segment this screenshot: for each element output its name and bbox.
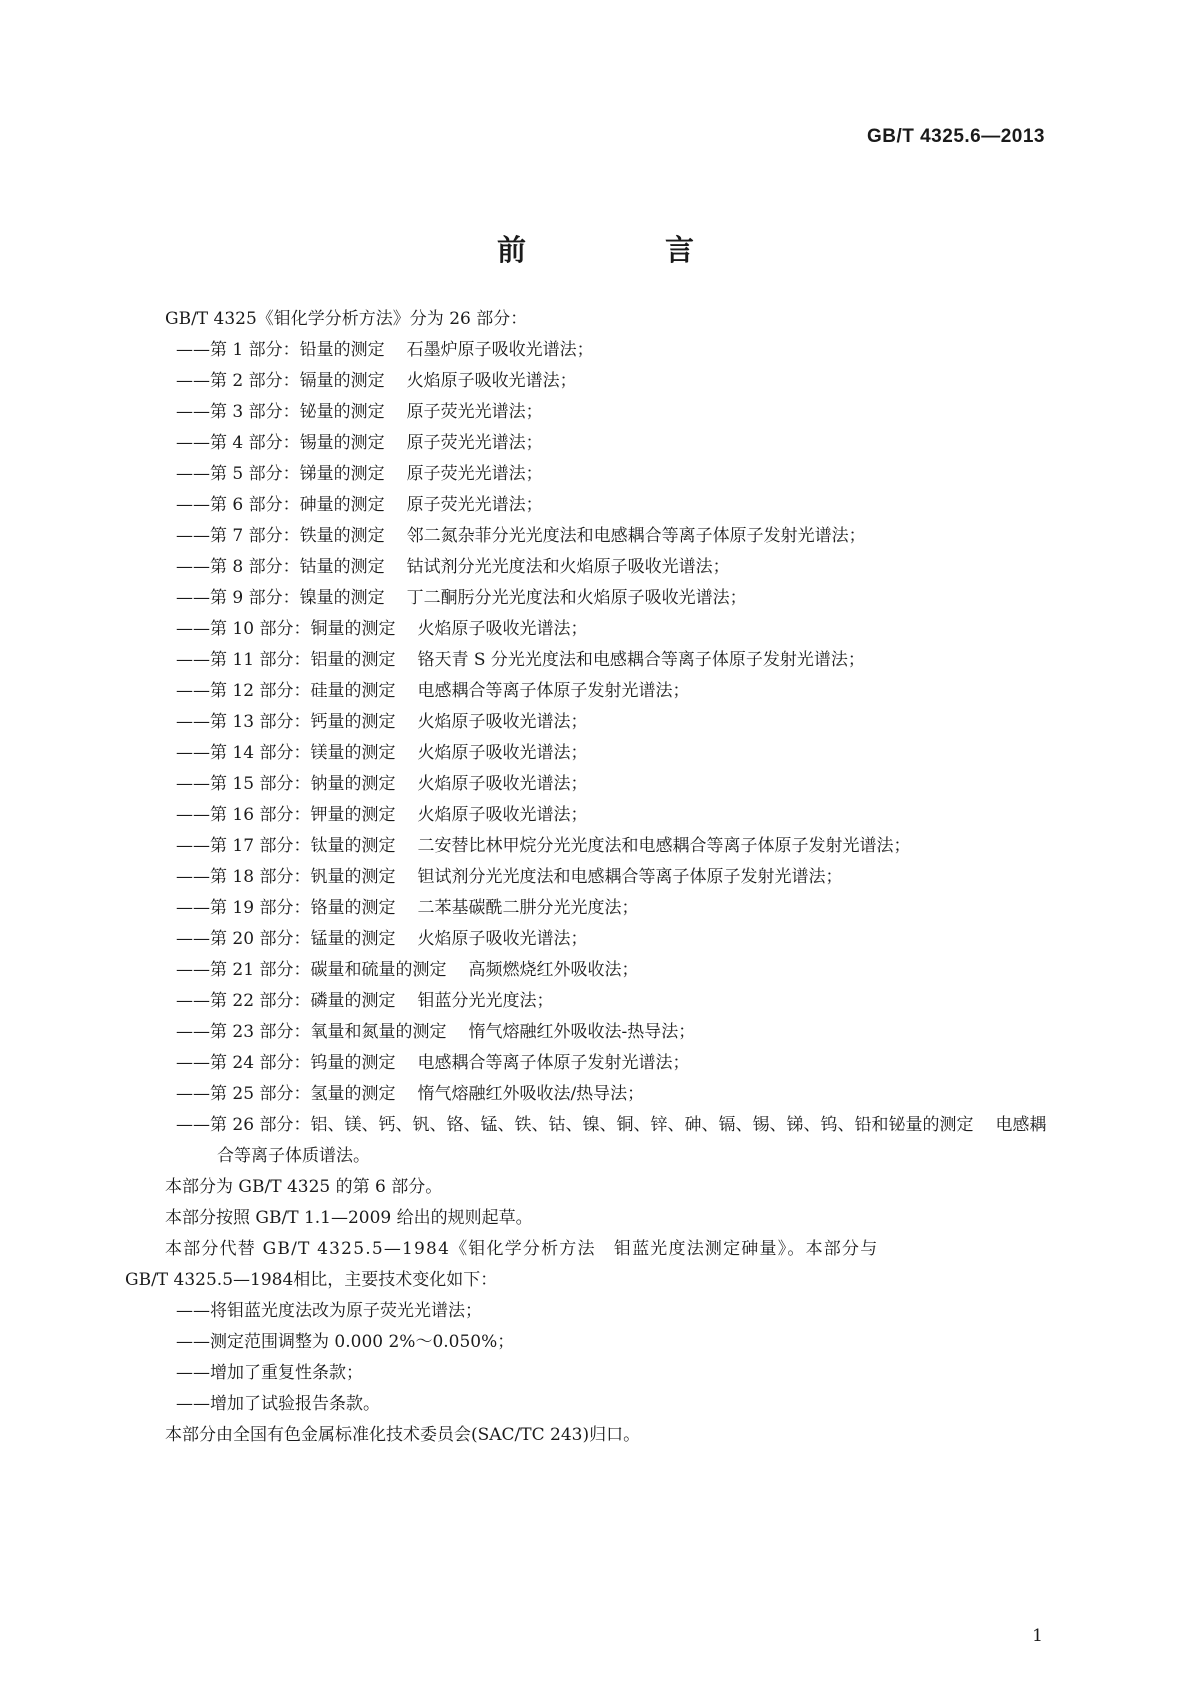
page-title: 前 言 [496,233,749,267]
part-of-statement: 本部分为 GB/T 4325 的第 6 部分。 [165,1177,443,1197]
part-method: 火焰原子吸收光谱法； [417,743,588,763]
part-method: 电感耦合等离子体原子发射光谱法； [417,1053,690,1073]
part-label: ——第 20 部分：锰量的测定 [176,929,396,949]
list-item-part [135,614,1060,645]
part-label: ——第 8 部分：钴量的测定 [176,557,385,577]
list-item-part [135,490,1060,521]
part-label: ——第 16 部分：钾量的测定 [176,805,396,825]
part-method: 火焰原子吸收光谱法； [417,929,588,949]
list-item-part [135,645,1060,676]
list-item-part [135,893,1060,924]
list-item-part [135,831,1060,862]
list-item-part [135,862,1060,893]
list-item-part [135,738,1060,769]
list-item-part [135,1017,1060,1048]
intro-paragraph: GB/T 4325《钼化学分析方法》分为 26 部分： [165,309,528,329]
part-method: 邻二氮杂菲分光光度法和电感耦合等离子体原子发射光谱法； [406,526,866,546]
list-item-part [135,769,1060,800]
part-method: 钴试剂分光光度法和火焰原子吸收光谱法； [406,557,730,577]
part-label: ——第 18 部分：钒量的测定 [176,867,396,887]
list-item-change: ——增加了重复性条款； [176,1363,363,1383]
part-label: ——第 11 部分：铝量的测定 [176,650,396,670]
changes-list [135,1296,1060,1420]
part-method: 火焰原子吸收光谱法； [417,619,588,639]
part-method: 惰气熔融红外吸收法/热导法； [417,1084,645,1104]
standard-number: GB/T 4325.6—2013 [866,126,1045,147]
list-item-part [135,1079,1060,1110]
part-label: ——第 7 部分：铁量的测定 [176,526,385,546]
list-item-part [135,521,1060,552]
list-item-change: ——测定范围调整为 0.000 2%～0.050%； [176,1332,515,1352]
part-label: ——第 12 部分：硅量的测定 [176,681,396,701]
part-method: 二安替比林甲烷分光光度法和电感耦合等离子体原子发射光谱法； [417,836,911,856]
list-item-part [135,800,1060,831]
drafting-statement: 本部分按照 GB/T 1.1—2009 给出的规则起草。 [165,1208,533,1228]
list-item-part [135,1048,1060,1079]
parts-list [135,335,1060,1110]
foreword-body [125,304,1060,1451]
part-method: 原子荧光光谱法； [406,433,543,453]
part-label: ——第 23 部分：氧量和氮量的测定 [176,1022,447,1042]
list-item-part [135,459,1060,490]
list-item-part [135,335,1060,366]
part-label: ——第 14 部分：镁量的测定 [176,743,396,763]
part-label: ——第 17 部分：钛量的测定 [176,836,396,856]
part-method: 原子荧光光谱法； [406,495,543,515]
part-label: ——第 26 部分：铝、镁、钙、钒、铬、锰、铁、钴、镍、铜、锌、砷、镉、锡、锑、钨、铅和铋量的测定 [176,1115,974,1135]
part-method: 火焰原子吸收光谱法； [417,774,588,794]
part-label: ——第 1 部分：铅量的测定 [176,340,385,360]
part-label: ——第 25 部分：氢量的测定 [176,1084,396,1104]
part-label: ——第 19 部分：铬量的测定 [176,898,396,918]
part-label: ——第 3 部分：铋量的测定 [176,402,385,422]
list-item-part [135,986,1060,1017]
part-label: ——第 21 部分：碳量和硫量的测定 [176,960,447,980]
list-item-part [135,428,1060,459]
part-label: ——第 10 部分：铜量的测定 [176,619,396,639]
part-method: 原子荧光光谱法； [406,464,543,484]
part-method: 二苯基碳酰二肼分光光度法； [417,898,639,918]
part-label: ——第 13 部分：钙量的测定 [176,712,396,732]
part-label: ——第 15 部分：钠量的测定 [176,774,396,794]
part-label: ——第 5 部分：锑量的测定 [176,464,385,484]
list-item-change: ——增加了试验报告条款。 [176,1394,380,1414]
list-item-part [135,366,1060,397]
part-label: ——第 6 部分：砷量的测定 [176,495,385,515]
part-method: 火焰原子吸收光谱法； [417,805,588,825]
part-method: 高频燃烧红外吸收法； [468,960,639,980]
list-item-part [135,676,1060,707]
list-item-part [135,955,1060,986]
authority-statement: 本部分由全国有色金属标准化技术委员会(SAC/TC 243)归口。 [165,1425,641,1445]
part-method: 火焰原子吸收光谱法； [406,371,577,391]
part-method: 石墨炉原子吸收光谱法； [406,340,594,360]
part-method: 火焰原子吸收光谱法； [417,712,588,732]
list-item-part [135,583,1060,614]
list-item-change: ——将钼蓝光度法改为原子荧光光谱法； [176,1301,482,1321]
part-method: 铬天青 S 分光光度法和电感耦合等离子体原子发射光谱法； [417,650,865,670]
replacement-statement: 本部分代替 GB/T 4325.5—1984《钼化学分析方法 钼蓝光度法测定砷量》。本部分与 [165,1239,879,1259]
part-method: 惰气熔融红外吸收法-热导法； [468,1022,696,1042]
list-item-part [135,707,1060,738]
list-item-part-26-continuation: 合等离子体质谱法。 [217,1146,370,1166]
part-method: 钽试剂分光光度法和电感耦合等离子体原子发射光谱法； [417,867,843,887]
replacement-statement-continued: GB/T 4325.5—1984相比，主要技术变化如下： [125,1270,498,1290]
part-method: 丁二酮肟分光光度法和火焰原子吸收光谱法； [406,588,747,608]
page-number: 1 [1032,1626,1043,1646]
part-label: ——第 2 部分：镉量的测定 [176,371,385,391]
part-method: 电感耦合等离子体原子发射光谱法； [417,681,690,701]
list-item-part [135,924,1060,955]
part-label: ——第 24 部分：钨量的测定 [176,1053,396,1073]
list-item-part [135,397,1060,428]
part-label: ——第 22 部分：磷量的测定 [176,991,396,1011]
part-method: 原子荧光光谱法； [406,402,543,422]
part-label: ——第 4 部分：锡量的测定 [176,433,385,453]
list-item-part-26 [135,1110,1060,1141]
part-label: ——第 9 部分：镍量的测定 [176,588,385,608]
list-item-part [135,552,1060,583]
part-method: 电感耦 [995,1115,1047,1135]
part-method: 钼蓝分光光度法； [417,991,554,1011]
